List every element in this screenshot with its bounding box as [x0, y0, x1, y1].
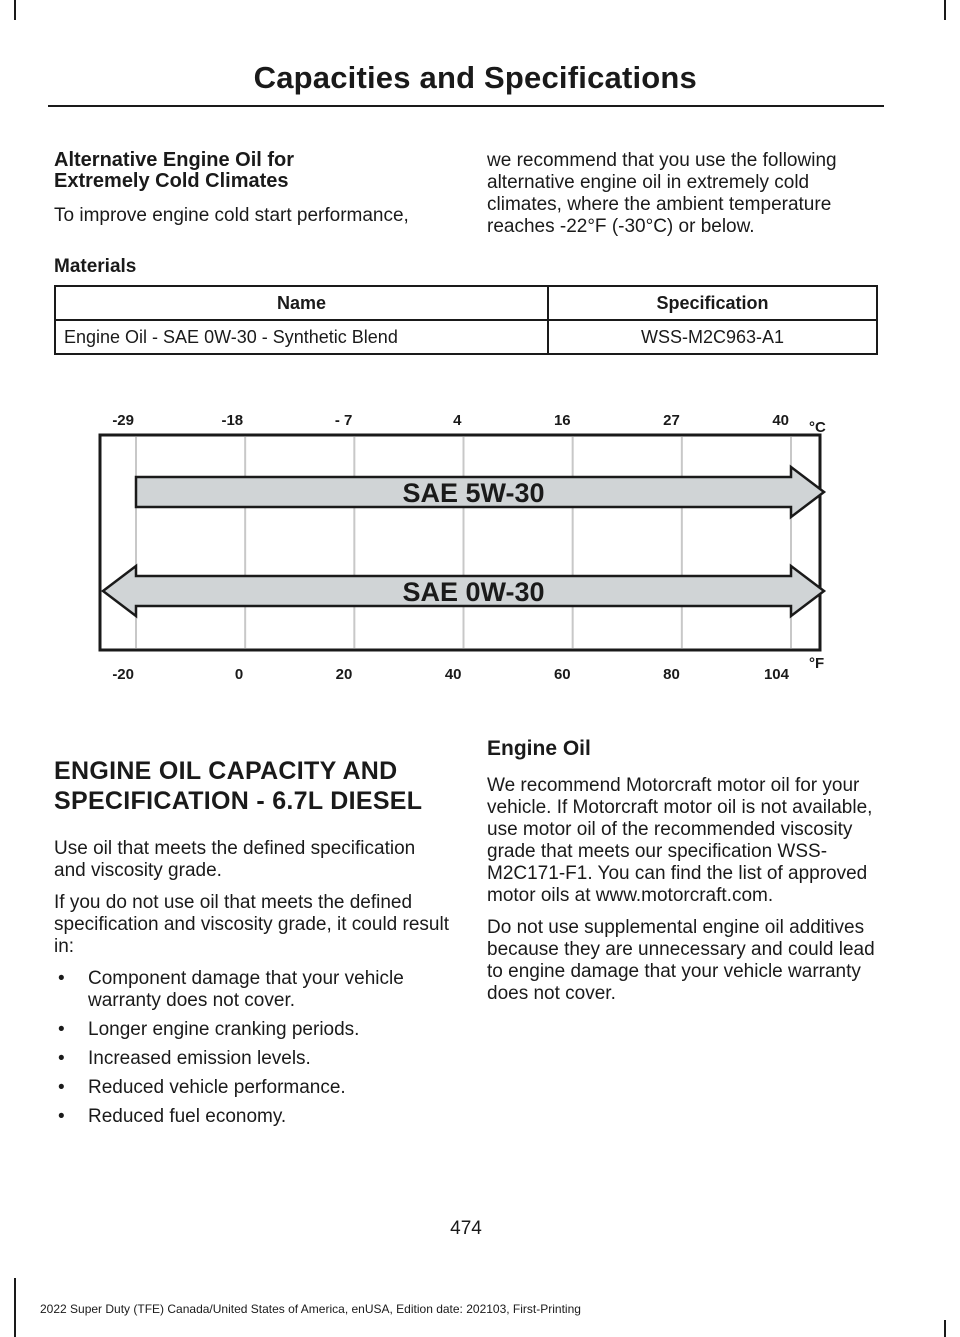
list-item — [54, 1077, 449, 1099]
celsius-tick-label: -18 — [221, 412, 244, 429]
column-header-specification: Specification — [548, 286, 877, 320]
bullet-dot: • — [58, 1019, 65, 1040]
fahrenheit-tick-label: 60 — [553, 666, 571, 683]
page-number: 474 — [450, 1218, 482, 1239]
engine-oil-heading: Engine Oil — [487, 737, 591, 760]
oil-viscosity-temperature-chart — [90, 400, 850, 690]
cold-climate-paragraph-right: we recommend that you use the following alternative engine oil in extremely cold climates, where the ambient temperature reaches -22°F (-30°C) or below. — [487, 150, 837, 237]
title-divider — [48, 105, 884, 107]
page-title: Capacities and Specifications — [253, 60, 697, 95]
diesel-paragraph-1: Use oil that meets the defined specification and viscosity grade. — [54, 838, 416, 881]
materials-table — [54, 285, 878, 355]
bullet-dot: • — [58, 968, 65, 989]
celsius-tick-label: 16 — [553, 412, 571, 429]
cell-specification: WSS-M2C963-A1 — [548, 320, 877, 354]
chart-frame — [100, 435, 820, 650]
cold-climate-paragraph-left: To improve engine cold start performance, — [54, 205, 409, 226]
bullet-dot: • — [58, 1106, 65, 1127]
materials-label: Materials — [54, 256, 137, 277]
celsius-tick-label: - 7 — [334, 412, 353, 429]
engine-oil-column — [487, 738, 882, 1005]
crop-mark-top-right — [944, 0, 946, 20]
diesel-paragraph-2: If you do not use oil that meets the defined specification and viscosity grade, it could result in: — [54, 892, 449, 957]
footer-edition-info: 2022 Super Duty (TFE) Canada/United States of America, enUSA, Edition date: 202103, First-Printing — [40, 1302, 581, 1316]
celsius-tick-label: -29 — [112, 412, 134, 429]
diesel-section-heading: ENGINE OIL CAPACITY AND SPECIFICATION - 6.7L DIESEL — [54, 757, 423, 815]
cell-name: Engine Oil - SAE 0W-30 - Synthetic Blend — [55, 320, 548, 354]
bullet-text: Reduced fuel economy. — [88, 1106, 287, 1127]
fahrenheit-tick-label: 0 — [234, 666, 244, 683]
engine-oil-paragraph-2: Do not use supplemental engine oil additives because they are unnecessary and could lead to engine damage that your vehicle warranty does not cover. — [487, 917, 875, 1004]
fahrenheit-tick-label: 20 — [335, 666, 353, 683]
celsius-tick-label: 40 — [772, 412, 789, 429]
diesel-left-column — [54, 838, 449, 1135]
engine-oil-paragraph-1: We recommend Motorcraft motor oil for your vehicle. If Motorcraft motor oil is not available, use motor oil of the recommended viscosity grade that meets our specification WSS-M2C171-F1. You can find the list of approved motor oils at www.motorcraft.com. — [487, 775, 873, 906]
table-row — [55, 320, 877, 354]
fahrenheit-tick-label: 80 — [663, 666, 680, 683]
list-item — [54, 1106, 449, 1128]
list-item — [54, 1048, 449, 1070]
bullet-dot: • — [58, 1077, 65, 1098]
table-header-row — [55, 286, 877, 320]
fahrenheit-axis — [112, 666, 789, 683]
list-item — [54, 968, 449, 1012]
viscosity-grade-label: SAE 5W-30 — [402, 478, 545, 508]
fahrenheit-tick-label: 104 — [763, 666, 789, 683]
crop-mark-bottom-left — [14, 1278, 16, 1337]
fahrenheit-tick-label: -20 — [112, 666, 134, 683]
celsius-unit-label: °C — [809, 419, 826, 436]
crop-mark-bottom-right — [944, 1320, 946, 1337]
celsius-axis — [112, 412, 789, 429]
bullet-text: Longer engine cranking periods. — [88, 1019, 360, 1040]
diesel-consequence-list — [54, 968, 449, 1128]
crop-mark-top-left — [14, 0, 16, 20]
fahrenheit-unit-label: °F — [809, 655, 825, 672]
cold-climate-left-column — [54, 150, 454, 227]
viscosity-grade-label: SAE 0W-30 — [402, 577, 545, 607]
cold-climate-right-column — [487, 150, 882, 238]
bullet-text: Reduced vehicle performance. — [88, 1077, 346, 1098]
list-item — [54, 1019, 449, 1041]
bullet-text: Component damage that your vehicle warranty does not cover. — [88, 968, 404, 1011]
bullet-text: Increased emission levels. — [88, 1048, 311, 1069]
column-header-name: Name — [55, 286, 548, 320]
bullet-dot: • — [58, 1048, 65, 1069]
fahrenheit-tick-label: 40 — [444, 666, 462, 683]
celsius-tick-label: 27 — [663, 412, 680, 429]
celsius-tick-label: 4 — [453, 412, 462, 429]
cold-climate-heading: Alternative Engine Oil for Extremely Cold Climates — [54, 149, 295, 192]
